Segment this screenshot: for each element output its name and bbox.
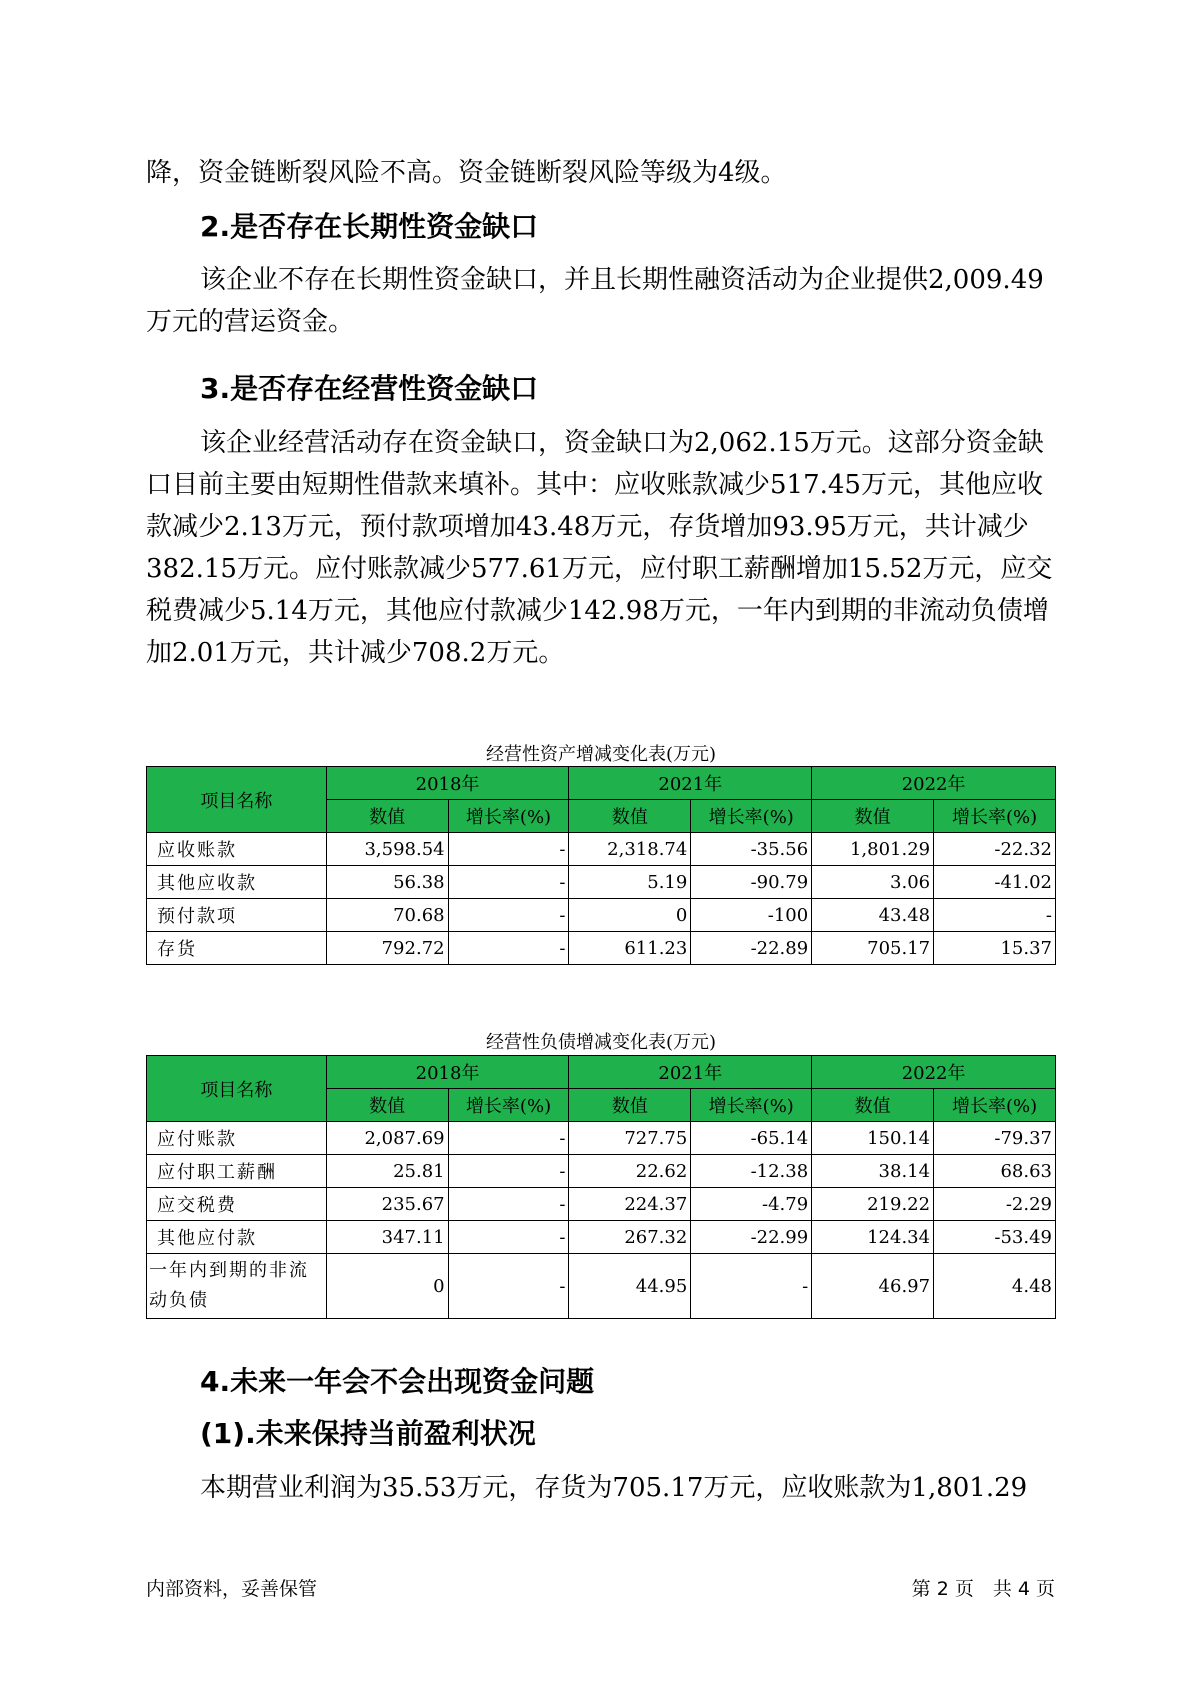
growth-header: 增长率(%) xyxy=(934,800,1056,833)
table-cell: - xyxy=(448,899,569,932)
table-cell: - xyxy=(448,1155,569,1188)
growth-header: 增长率(%) xyxy=(448,800,569,833)
table-row xyxy=(147,932,1056,965)
year-header: 2018年 xyxy=(326,1056,569,1089)
table-cell: 267.32 xyxy=(569,1221,691,1254)
table-cell: -22.99 xyxy=(691,1221,812,1254)
value-header: 数值 xyxy=(569,800,691,833)
table-cell: -79.37 xyxy=(934,1122,1056,1155)
table-cell: -35.56 xyxy=(691,833,812,866)
section-2-heading: 2.是否存在长期性资金缺口 xyxy=(200,210,539,243)
table-cell: 219.22 xyxy=(812,1188,934,1221)
table-cell: -100 xyxy=(691,899,812,932)
table-cell: - xyxy=(448,1221,569,1254)
table-cell: 25.81 xyxy=(326,1155,448,1188)
table-cell: -4.79 xyxy=(691,1188,812,1221)
growth-header: 增长率(%) xyxy=(448,1089,569,1122)
liability-table xyxy=(146,1055,1056,1319)
table-cell: 5.19 xyxy=(569,866,691,899)
table-cell: - xyxy=(448,1122,569,1155)
table-cell: -41.02 xyxy=(934,866,1056,899)
row-name: 其他应付款 xyxy=(147,1221,327,1254)
value-header: 数值 xyxy=(326,1089,448,1122)
table-row xyxy=(147,1188,1056,1221)
table-row xyxy=(147,1122,1056,1155)
table-cell: 3.06 xyxy=(812,866,934,899)
table-cell: 44.95 xyxy=(569,1254,691,1319)
table-cell: 347.11 xyxy=(326,1221,448,1254)
table-cell: -65.14 xyxy=(691,1122,812,1155)
table-cell: 224.37 xyxy=(569,1188,691,1221)
table-cell: 22.62 xyxy=(569,1155,691,1188)
table-cell: 68.63 xyxy=(934,1155,1056,1188)
asset-table xyxy=(146,766,1056,965)
table-cell: 43.48 xyxy=(812,899,934,932)
table-cell: 611.23 xyxy=(569,932,691,965)
item-name-header: 项目名称 xyxy=(147,1056,327,1122)
table-cell: -22.89 xyxy=(691,932,812,965)
section-2-body: 该企业不存在长期性资金缺口，并且长期性融资活动为企业提供2,009.49万元的营运资金。 xyxy=(146,265,1044,337)
growth-header: 增长率(%) xyxy=(691,1089,812,1122)
table-cell: 727.75 xyxy=(569,1122,691,1155)
row-name: 应收账款 xyxy=(147,833,327,866)
table-cell: 70.68 xyxy=(326,899,448,932)
item-name-header: 项目名称 xyxy=(147,767,327,833)
table-cell: 2,318.74 xyxy=(569,833,691,866)
table-cell: - xyxy=(448,932,569,965)
section-4-heading: 4.未来一年会不会出现资金问题 xyxy=(200,1365,595,1398)
section-3-body: 该企业经营活动存在资金缺口，资金缺口为2,062.15万元。这部分资金缺口目前主要由短期性借款来填补。其中：应收账款减少517.45万元，其他应收款减少2.13万元，预付款项增加43.48万元，存货增加93.95万元，共计减少382.15万元。应付账款减少577.61万元，应付职工薪酬增加15.52万元，应交税费减少5.14万元，其他应付款减少142.98万元，一年内到期的非流动负债增加2.01万元，共计减少708.2万元。 xyxy=(146,428,1053,668)
table-row xyxy=(147,866,1056,899)
table-cell: 0 xyxy=(569,899,691,932)
row-name: 一年内到期的非流动负债 xyxy=(147,1254,327,1319)
row-name: 预付款项 xyxy=(147,899,327,932)
table-cell: 124.34 xyxy=(812,1221,934,1254)
value-header: 数值 xyxy=(812,1089,934,1122)
row-name: 应交税费 xyxy=(147,1188,327,1221)
table-cell: 705.17 xyxy=(812,932,934,965)
table-cell: - xyxy=(448,833,569,866)
table-cell: - xyxy=(934,899,1056,932)
value-header: 数值 xyxy=(569,1089,691,1122)
table-cell: 235.67 xyxy=(326,1188,448,1221)
year-header: 2018年 xyxy=(326,767,569,800)
year-header: 2021年 xyxy=(569,767,812,800)
year-header: 2022年 xyxy=(812,1056,1056,1089)
table-cell: 1,801.29 xyxy=(812,833,934,866)
growth-header: 增长率(%) xyxy=(691,800,812,833)
table-cell: -2.29 xyxy=(934,1188,1056,1221)
table-row xyxy=(147,1221,1056,1254)
table-cell: -53.49 xyxy=(934,1221,1056,1254)
table-cell: 0 xyxy=(326,1254,448,1319)
table-cell: - xyxy=(691,1254,812,1319)
table-cell: 2,087.69 xyxy=(326,1122,448,1155)
table-cell: 3,598.54 xyxy=(326,833,448,866)
table-cell: - xyxy=(448,1188,569,1221)
value-header: 数值 xyxy=(326,800,448,833)
table-row xyxy=(147,1155,1056,1188)
table-cell: -22.32 xyxy=(934,833,1056,866)
table-cell: 150.14 xyxy=(812,1122,934,1155)
table-cell: -12.38 xyxy=(691,1155,812,1188)
growth-header: 增长率(%) xyxy=(934,1089,1056,1122)
section-4-body: 本期营业利润为35.53万元，存货为705.17万元，应收账款为1,801.29 xyxy=(200,1473,1028,1503)
liability-table-caption: 经营性负债增减变化表(万元) xyxy=(485,1032,717,1053)
page-number: 第 2 页 共 4 页 xyxy=(911,1578,1055,1600)
year-header: 2022年 xyxy=(812,767,1056,800)
table-row xyxy=(147,833,1056,866)
table-cell: 46.97 xyxy=(812,1254,934,1319)
table-cell: 4.48 xyxy=(934,1254,1056,1319)
table-row xyxy=(147,1254,1056,1319)
year-header: 2021年 xyxy=(569,1056,812,1089)
asset-table-caption: 经营性资产增减变化表(万元) xyxy=(485,744,717,765)
row-name: 应付账款 xyxy=(147,1122,327,1155)
value-header: 数值 xyxy=(812,800,934,833)
table-cell: 38.14 xyxy=(812,1155,934,1188)
table-cell: - xyxy=(448,866,569,899)
table-cell: 15.37 xyxy=(934,932,1056,965)
section-4-subheading: (1).未来保持当前盈利状况 xyxy=(200,1417,536,1450)
table-row xyxy=(147,899,1056,932)
row-name: 其他应收款 xyxy=(147,866,327,899)
table-cell: - xyxy=(448,1254,569,1319)
row-name: 存货 xyxy=(147,932,327,965)
intro-line: 降，资金链断裂风险不高。资金链断裂风险等级为4级。 xyxy=(146,158,787,188)
table-cell: 56.38 xyxy=(326,866,448,899)
table-cell: -90.79 xyxy=(691,866,812,899)
footer-confidential: 内部资料，妥善保管 xyxy=(146,1578,318,1600)
table-cell: 792.72 xyxy=(326,932,448,965)
row-name: 应付职工薪酬 xyxy=(147,1155,327,1188)
section-3-heading: 3.是否存在经营性资金缺口 xyxy=(200,372,539,405)
